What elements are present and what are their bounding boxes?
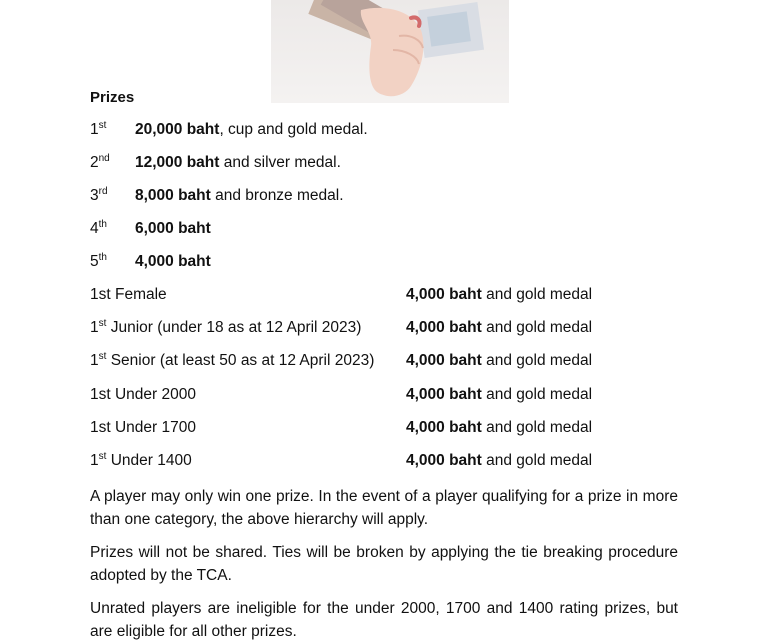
prize-extra: and gold medal	[481, 286, 593, 303]
prize-extra: and gold medal	[481, 352, 593, 369]
prize-amount: 12,000 baht	[135, 154, 220, 171]
category-suffix: st	[98, 451, 107, 462]
prize-amount: 4,000 baht	[406, 286, 482, 303]
ranked-prize-row	[90, 121, 368, 139]
ranked-prize-row	[90, 220, 211, 238]
prize-extra: and gold medal	[481, 419, 593, 436]
prize-amount: 6,000 baht	[135, 220, 211, 237]
rule-paragraph: Prizes will not be shared. Ties will be broken by applying the tie breaking procedure adopted by the TCA.	[90, 544, 678, 584]
category-prize	[406, 452, 592, 470]
place-suffix: nd	[98, 153, 110, 164]
prize-amount: 4,000 baht	[406, 419, 482, 436]
place-number: 5	[90, 253, 99, 270]
rule-paragraph: A player may only win one prize. In the event of a player qualifying for a prize in more than one category, the above hierarchy will apply.	[90, 488, 678, 528]
category-name	[90, 419, 196, 437]
prize-extra: and gold medal	[481, 319, 593, 336]
category-post: Under 1400	[106, 452, 192, 469]
prize-extra: , cup and gold medal.	[219, 121, 368, 138]
place-number: 2	[90, 154, 99, 171]
category-pre: 1	[90, 319, 99, 336]
category-prize	[406, 352, 592, 370]
prize-extra: and gold medal	[481, 452, 593, 469]
prize-amount: 4,000 baht	[406, 452, 482, 469]
place-label	[90, 220, 135, 238]
place-number: 4	[90, 220, 99, 237]
prize-amount: 8,000 baht	[135, 187, 211, 204]
ranked-prize-row	[90, 154, 341, 172]
category-pre: 1st Under 2000	[90, 386, 196, 403]
place-suffix: th	[98, 219, 107, 230]
ranked-prize-row	[90, 187, 344, 205]
prize-amount: 4,000 baht	[406, 386, 482, 403]
place-number: 3	[90, 187, 99, 204]
place-number: 1	[90, 121, 99, 138]
category-pre: 1	[90, 452, 99, 469]
prizes-heading: Prizes	[90, 89, 135, 106]
category-name	[90, 352, 374, 370]
place-suffix: rd	[98, 186, 108, 197]
category-prize	[406, 419, 592, 437]
place-label	[90, 121, 135, 139]
place-label	[90, 253, 135, 271]
banknotes-in-hand-image	[271, 0, 509, 103]
rule-paragraph: Unrated players are ineligible for the under 2000, 1700 and 1400 rating prizes, but are eligible for all other prizes.	[90, 600, 678, 640]
prize-amount: 4,000 baht	[406, 319, 482, 336]
prize-extra: and bronze medal.	[210, 187, 344, 204]
prize-amount: 20,000 baht	[135, 121, 220, 138]
category-prize	[406, 286, 592, 304]
category-post: Senior (at least 50 as at 12 April 2023)	[106, 352, 375, 369]
prize-amount: 4,000 baht	[135, 253, 211, 270]
prize-amount: 4,000 baht	[406, 352, 482, 369]
category-pre: 1st Female	[90, 286, 167, 303]
category-pre: 1st Under 1700	[90, 419, 196, 436]
category-pre: 1	[90, 352, 99, 369]
ranked-prize-row	[90, 253, 211, 271]
banknotes-illustration	[271, 0, 509, 103]
category-post: Junior (under 18 as at 12 April 2023)	[106, 319, 362, 336]
category-prize	[406, 386, 592, 404]
place-label	[90, 187, 135, 205]
category-name	[90, 386, 196, 404]
category-suffix: st	[98, 318, 107, 329]
place-label	[90, 154, 135, 172]
prize-extra: and silver medal.	[219, 154, 341, 171]
category-name	[90, 319, 361, 337]
prize-extra: and gold medal	[481, 386, 593, 403]
category-suffix: st	[98, 351, 107, 362]
category-prize	[406, 319, 592, 337]
category-name	[90, 286, 167, 304]
place-suffix: th	[98, 252, 107, 263]
place-suffix: st	[98, 120, 107, 131]
category-name	[90, 452, 192, 470]
